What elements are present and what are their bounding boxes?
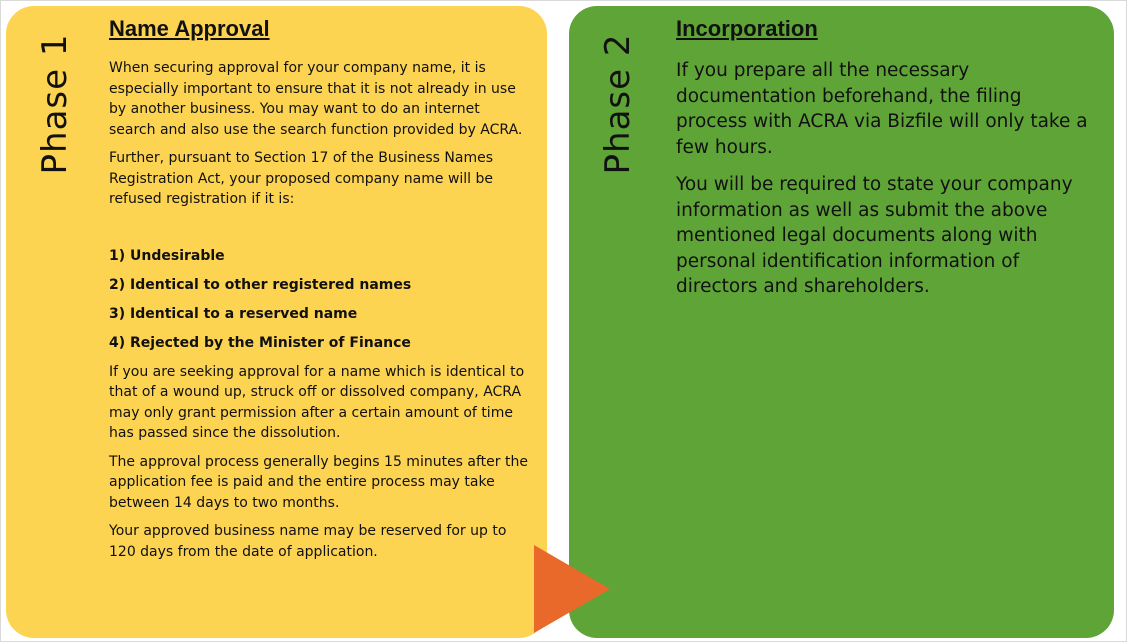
phase-2-content (676, 16, 1096, 312)
phase-2-title: Incorporation (676, 16, 818, 41)
phase-2-paragraph: You will be required to state your company information as well as submit the above mentioned legal documents along with personal identification information of directors and shareholders. (676, 174, 1073, 297)
phase-1-note-paragraph: The approval process generally begins 15 minutes after the application fee is paid and the entire process may take between 14 days to two months. (109, 453, 528, 511)
phase-1-note-paragraph: Your approved business name may be reserved for up to 120 days from the date of application. (109, 523, 507, 560)
phase-1-label: Phase 1 (35, 33, 75, 175)
criteria-item: 2) Identical to other registered names (109, 276, 412, 293)
phase-1-intro-paragraph: When securing approval for your company name, it is especially important to ensure that it is not already in use by another business. You may want to do an internet search and also use the search function provided by ACRA. (109, 60, 523, 138)
criteria-item: 3) Identical to a reserved name (109, 305, 358, 322)
phase-1-intro-paragraph: Further, pursuant to Section 17 of the Business Names Registration Act, your proposed company name will be refused registration if it is: (109, 150, 494, 207)
phase-1-content (109, 16, 529, 570)
phase-2-paragraph: If you prepare all the necessary documentation beforehand, the filing process with ACRA via Bizfile will only take a few hours. (676, 60, 1088, 158)
phase-2-panel (569, 6, 1114, 638)
right-triangle-arrow-icon (534, 545, 610, 633)
criteria-item: 1) Undesirable (109, 247, 225, 264)
arrow-shape (534, 545, 610, 633)
criteria-item: 4) Rejected by the Minister of Finance (109, 334, 411, 351)
phase-1-note-paragraph: If you are seeking approval for a name which is identical to that of a wound up, struck off or dissolved company, ACRA may only grant permission after a certain amount of time has passed since the dissolution. (109, 363, 525, 441)
phase-2-label: Phase 2 (598, 33, 638, 175)
phase-1-panel (6, 6, 547, 638)
phase-1-title: Name Approval (109, 16, 270, 41)
refusal-criteria-list (109, 246, 529, 353)
